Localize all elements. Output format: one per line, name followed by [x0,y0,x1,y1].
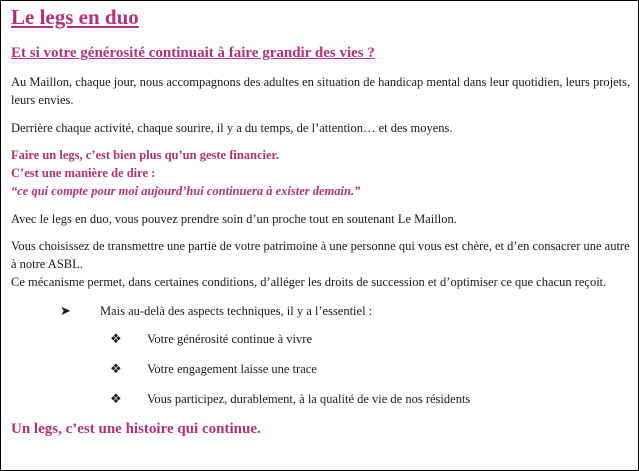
duo-paragraph: Avec le legs en duo, vous pouvez prendre soin d’un proche tout en soutenant Le Maillon. [11,212,457,226]
mechanism-paragraph [11,237,631,291]
essential-item [60,302,631,320]
benefit-list [11,330,631,408]
diamond-bullet-icon: ❖ [110,391,122,406]
list-item-text: Votre générosité continue à vivre [147,332,312,346]
list-item [110,330,631,348]
document-body [11,5,631,439]
quote-line-2: C’est une manière de dire : [11,166,156,180]
means-paragraph: Derrière chaque activité, chaque sourire, il y a du temps, de l’attention… et des moyens. [11,121,453,135]
page-title: Le legs en duo [11,5,139,29]
highlight-quote [11,146,631,200]
quote-line-3: “ce qui compte pour moi aujourd’hui continuera à exister demain.” [11,184,361,198]
diamond-bullet-icon: ❖ [110,331,122,346]
list-item [110,360,631,378]
page-subtitle: Et si votre générosité continuait à faire grandir des vies ? [11,45,375,61]
diamond-bullet-icon: ❖ [110,361,122,376]
list-item-text: Vous participez, durablement, à la qualité de vie de nos résidents [147,392,471,406]
quote-line-1: Faire un legs, c’est bien plus qu’un geste financier. [11,148,280,162]
closing-statement: Un legs, c’est une histoire qui continue. [11,421,261,437]
essential-item-text: Mais au-delà des aspects techniques, il y a l’essentiel : [100,304,373,318]
intro-paragraph: Au Maillon, chaque jour, nous accompagnons des adultes en situation de handicap mental dans leur quotidien, leurs projets, leurs envies. [11,75,631,107]
mechanism-line-1: Vous choisissez de transmettre une partie de votre patrimoine à une personne qui vous est chère, et d’en consacrer une autre à notre ASBL. [11,239,630,271]
list-item-text: Votre engagement laisse une trace [147,362,317,376]
mechanism-line-2: Ce mécanisme permet, dans certaines conditions, d’alléger les droits de succession et d’optimiser ce que chacun reçoit. [11,275,607,289]
arrow-bullet-icon: ➤ [60,303,71,318]
list-item [110,390,631,408]
